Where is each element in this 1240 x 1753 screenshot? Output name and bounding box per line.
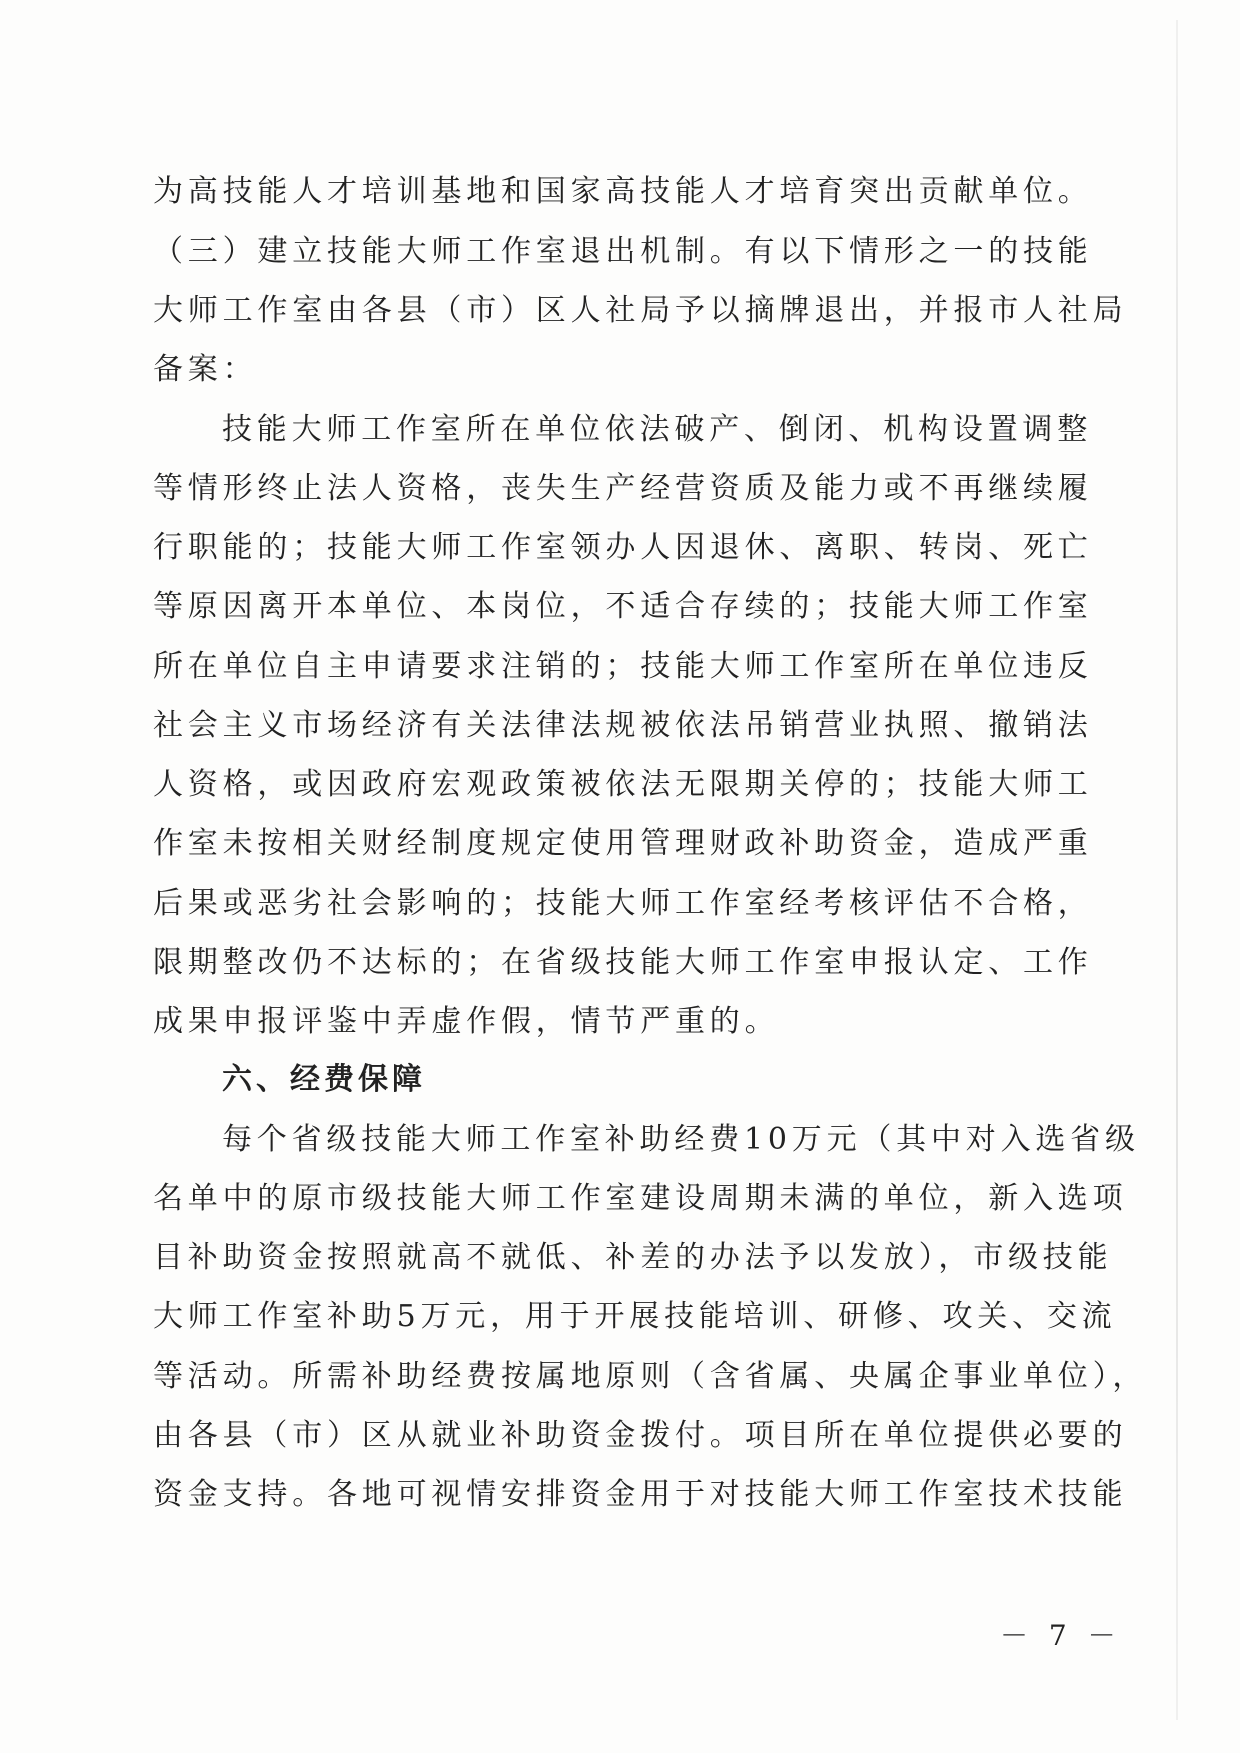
text-line: 等情形终止法人资格，丧失生产经营资质及能力或不再继续履 [153,471,1093,506]
text-line: 行职能的；技能大师工作室领办人因退休、离职、转岗、死亡 [153,530,1093,565]
text-line: 备案： [153,352,258,387]
page-number: － 7 － [1000,1619,1122,1652]
text-line: 为高技能人才培训基地和国家高技能人才培育突出贡献单位。 [153,174,1093,209]
text-line: 资金支持。各地可视情安排资金用于对技能大师工作室技术技能 [153,1477,1128,1512]
text-line: 后果或恶劣社会影响的；技能大师工作室经考核评估不合格， [153,886,1093,921]
text-line: 名单中的原市级技能大师工作室建设周期未满的单位，新入选项 [153,1181,1128,1216]
text-line: 作室未按相关财经制度规定使用管理财政补助资金，造成严重 [153,826,1093,861]
text-line: 等活动。所需补助经费按属地原则（含省属、央属企事业单位）， [153,1359,1148,1394]
scan-edge-shadow [1176,20,1178,1720]
text-line: 社会主义市场经济有关法律法规被依法吊销营业执照、撤销法 [153,708,1093,743]
text-line: 大师工作室由各县（市）区人社局予以摘牌退出，并报市人社局 [153,293,1128,328]
section-six-heading: 六、经费保障 [222,1062,426,1097]
paragraph-start: 每个省级技能大师工作室补助经费10万元（其中对入选省级 [222,1122,1140,1157]
text-line: 人资格，或因政府宏观政策被依法无限期关停的；技能大师工 [153,767,1093,802]
section-three-title: （三）建立技能大师工作室退出机制。有以下情形之一的技能 [153,234,1093,269]
text-line: 成果申报评鉴中弄虚作假，情节严重的。 [153,1004,780,1039]
text-line: 等原因离开本单位、本岗位，不适合存续的；技能大师工作室 [153,589,1093,624]
text-line: 所在单位自主申请要求注销的；技能大师工作室所在单位违反 [153,649,1093,684]
text-line: 大师工作室补助5万元，用于开展技能培训、研修、攻关、交流 [153,1299,1117,1334]
text-line: 限期整改仍不达标的；在省级技能大师工作室申报认定、工作 [153,945,1093,980]
text-line: 目补助资金按照就高不就低、补差的办法予以发放），市级技能 [153,1240,1113,1275]
paragraph-start: 技能大师工作室所在单位依法破产、倒闭、机构设置调整 [222,412,1092,447]
text-line: 由各县（市）区从就业补助资金拨付。项目所在单位提供必要的 [153,1418,1128,1453]
